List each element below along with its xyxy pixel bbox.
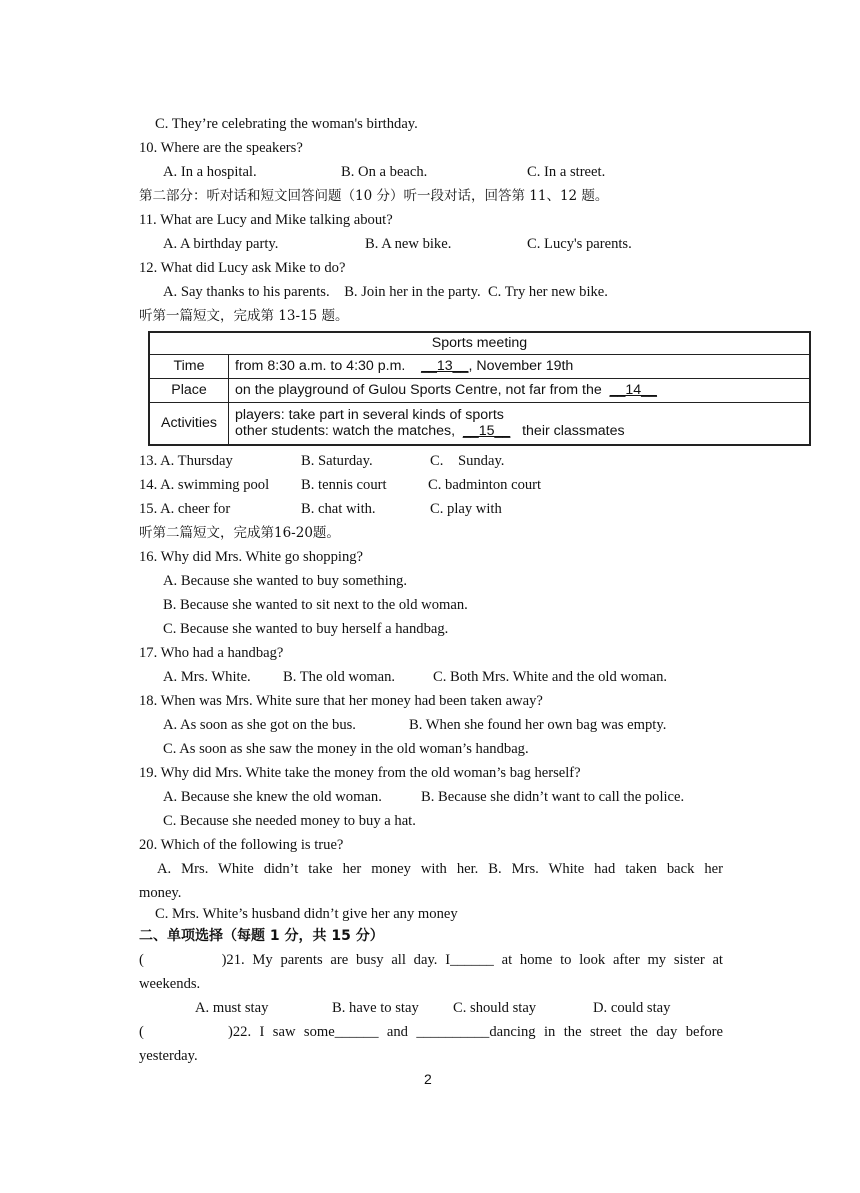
- table-row-time: [149, 354, 810, 378]
- q21-stem-continued: weekends.: [139, 976, 201, 992]
- q11-question: 11. What are Lucy and Mike talking about?: [139, 212, 393, 228]
- q21-option-d: D. could stay: [593, 1000, 671, 1016]
- q20-question: 20. Which of the following is true?: [139, 837, 344, 853]
- row-value-activities: [229, 402, 811, 445]
- q11-option-b: B. A new bike.: [365, 236, 452, 252]
- q22-stem-continued: yesterday.: [139, 1048, 198, 1064]
- q13-option-c: C. Sunday.: [430, 453, 505, 469]
- q19-option-a: A. Because she knew the old woman.: [163, 789, 382, 805]
- row-label-time: Time: [149, 354, 229, 378]
- row-label-place: Place: [149, 378, 229, 402]
- q15-option-c: C. play with: [430, 501, 502, 517]
- q22-stem: ( )22. I saw some______ and __________dancing in the street the day before: [139, 1024, 723, 1040]
- row-value-time: from 8:30 a.m. to 4:30 p.m. __13__, November 19th: [229, 354, 811, 378]
- row-value-place: on the playground of Gulou Sports Centre, not far from the __14__: [229, 378, 811, 402]
- q14-option-c: C. badminton court: [428, 477, 542, 493]
- q19-option-c: C. Because she needed money to buy a hat.: [163, 813, 416, 829]
- blank-14: __14__: [609, 382, 657, 398]
- page-number: 2: [424, 1071, 432, 1087]
- q10-option-a: A. In a hospital.: [163, 164, 257, 180]
- q18-option-c: C. As soon as she saw the money in the old woman’s handbag.: [163, 741, 529, 757]
- q21-option-a: A. must stay: [195, 1000, 269, 1016]
- q21-option-c: C. should stay: [453, 1000, 537, 1016]
- q12-question: 12. What did Lucy ask Mike to do?: [139, 260, 346, 276]
- q9-option-c: C. They’re celebrating the woman's birthday.: [155, 116, 418, 132]
- q17-option-b: B. The old woman.: [283, 669, 396, 685]
- table-row-place: [149, 378, 810, 402]
- part2-heading: 第二部分：听对话和短文回答问题（10 分）听一段对话，回答第 11、12 题。: [139, 188, 609, 204]
- q18-question: 18. When was Mrs. White sure that her money had been taken away?: [139, 693, 543, 709]
- q11-option-c: C. Lucy's parents.: [527, 236, 632, 252]
- q14-option-a: 14. A. swimming pool: [139, 477, 270, 493]
- q16-question: 16. Why did Mrs. White go shopping?: [139, 549, 364, 565]
- q10-question: 10. Where are the speakers?: [139, 140, 303, 156]
- q11-option-a: A. A birthday party.: [163, 236, 279, 252]
- q17-question: 17. Who had a handbag?: [139, 645, 284, 661]
- q20-options-ab: A. Mrs. White didn’t take her money with her. B. Mrs. White had taken back her: [157, 861, 723, 877]
- activities-line-1: players: take part in several kinds of sports: [235, 407, 504, 424]
- q16-option-b: B. Because she wanted to sit next to the old woman.: [163, 597, 468, 613]
- passage1-heading: 听第一篇短文，完成第 13-15 题。: [139, 308, 349, 324]
- sports-meeting-table: [148, 331, 811, 446]
- q17-option-a: A. Mrs. White.: [163, 669, 251, 685]
- passage2-heading: 听第二篇短文，完成第16-20题。: [139, 525, 340, 541]
- q15-option-b: B. chat with.: [301, 501, 376, 517]
- q12-options: A. Say thanks to his parents. B. Join her in the party. C. Try her new bike.: [163, 284, 608, 300]
- activities-line-2: other students: watch the matches, __15__ their classmates: [235, 423, 625, 440]
- q19-question: 19. Why did Mrs. White take the money from the old woman’s bag herself?: [139, 765, 581, 781]
- section2-heading: 二、单项选择（每题 1 分，共 15 分）: [139, 928, 384, 944]
- q13-option-a: 13. A. Thursday: [139, 453, 233, 469]
- q18-option-b: B. When she found her own bag was empty.: [409, 717, 667, 733]
- q16-option-c: C. Because she wanted to buy herself a handbag.: [163, 621, 449, 637]
- table-title: Sports meeting: [149, 332, 810, 354]
- q15-option-a: 15. A. cheer for: [139, 501, 231, 517]
- q20-option-c: C. Mrs. White’s husband didn’t give her any money: [155, 906, 458, 922]
- q21-stem: ( )21. My parents are busy all day. I______ at home to look after my sister at: [139, 952, 723, 968]
- q10-option-b: B. On a beach.: [341, 164, 428, 180]
- q19-option-b: B. Because she didn’t want to call the police.: [421, 789, 685, 805]
- q21-option-b: B. have to stay: [332, 1000, 419, 1016]
- q10-option-c: C. In a street.: [527, 164, 606, 180]
- q18-option-a: A. As soon as she got on the bus.: [163, 717, 356, 733]
- table-row-activities: [149, 402, 810, 445]
- q14-option-b: B. tennis court: [301, 477, 387, 493]
- q17-option-c: C. Both Mrs. White and the old woman.: [433, 669, 668, 685]
- blank-15: __15__: [462, 423, 511, 440]
- row-label-activities: Activities: [149, 402, 229, 445]
- q13-option-b: B. Saturday.: [301, 453, 373, 469]
- q20-options-ab-continued: money.: [139, 885, 182, 901]
- blank-13: __13__: [421, 358, 469, 374]
- q16-option-a: A. Because she wanted to buy something.: [163, 573, 407, 589]
